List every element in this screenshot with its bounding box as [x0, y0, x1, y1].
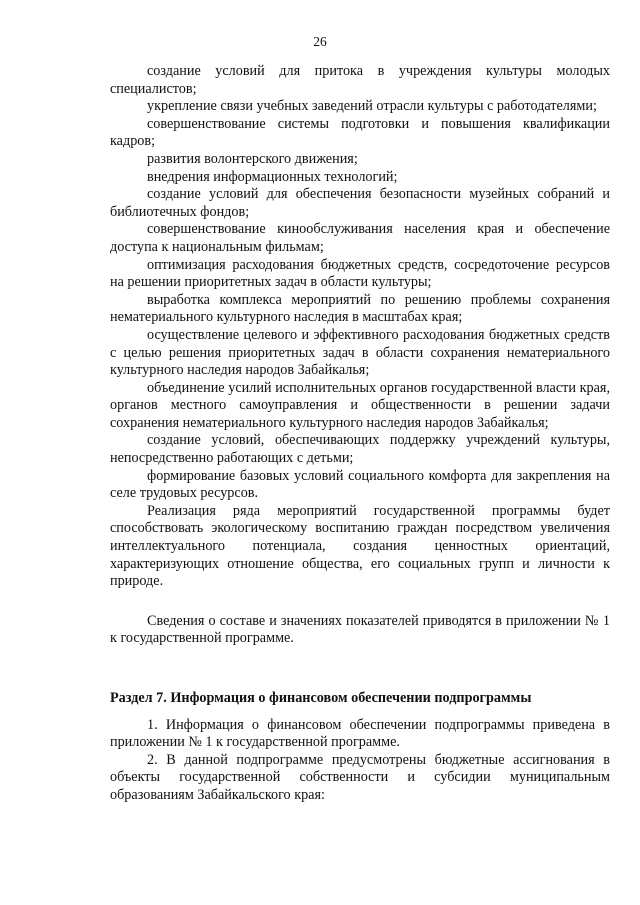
section-paragraph: 2. В данной подпрограмме предусмотрены бюджетные ассигнования в объекты государственной собственности и субсидии муниципальным образованиям Забайкальского края: — [110, 751, 610, 803]
list-item: оптимизация расходования бюджетных средств, сосредоточение ресурсов на решении приоритетных задач в области культуры; — [110, 256, 610, 291]
list-item: осуществление целевого и эффективного расходования бюджетных средств с целью решения приоритетных задач в области сохранения нематериального культурного наследия народов Забайкалья; — [110, 326, 610, 379]
spacer — [110, 648, 610, 690]
list-item: создание условий для притока в учреждения культуры молодых специалистов; — [110, 63, 610, 97]
section-paragraph: 1. Информация о финансовом обеспечении подпрограммы приведена в приложении № 1 к государственной программе. — [110, 716, 610, 751]
page-number: 26 — [313, 34, 327, 49]
indicators-paragraph: Сведения о составе и значениях показателей приводятся в приложении № 1 к государственной программе. — [110, 612, 610, 647]
list-item: создание условий для обеспечения безопасности музейных собраний и библиотечных фондов; — [110, 186, 610, 220]
program-paragraph: Реализация ряда мероприятий государственной программы будет способствовать экологическому воспитанию граждан посредством увеличения интеллектуального потенциала, создания ценностных ориентаций, характеризующих отношение общества, его социальных групп и личности к природе. — [110, 502, 610, 590]
list-item: формирование базовых условий социального комфорта для закрепления на селе трудовых ресурсов. — [110, 467, 610, 502]
list-item: развития волонтерского движения; — [147, 150, 358, 167]
list-item: внедрения информационных технологий; — [147, 168, 398, 185]
spacer — [110, 591, 610, 613]
list-item: совершенствование кинообслуживания населения края и обеспечение доступа к национальным фильмам; — [110, 221, 610, 255]
list-item: объединение усилий исполнительных органов государственной власти края, органов местного самоуправления и общественности в решении задачи сохранения нематериального культурного наследия народов Забайкалья; — [110, 379, 610, 431]
list-item: выработка комплекса мероприятий по решению проблемы сохранения нематериального культурного наследия в масштабах края; — [110, 291, 610, 326]
list-item: создание условий, обеспечивающих поддержку учреждений культуры, непосредственно работающих с детьми; — [110, 432, 610, 467]
list-item: совершенствование системы подготовки и повышения квалификации кадров; — [110, 115, 610, 150]
document-body — [110, 63, 610, 805]
list-item: укрепление связи учебных заведений отрасли культуры с работодателями; — [147, 98, 597, 115]
section-heading: Раздел 7. Информация о финансовом обеспечении подпрограммы — [110, 690, 532, 706]
